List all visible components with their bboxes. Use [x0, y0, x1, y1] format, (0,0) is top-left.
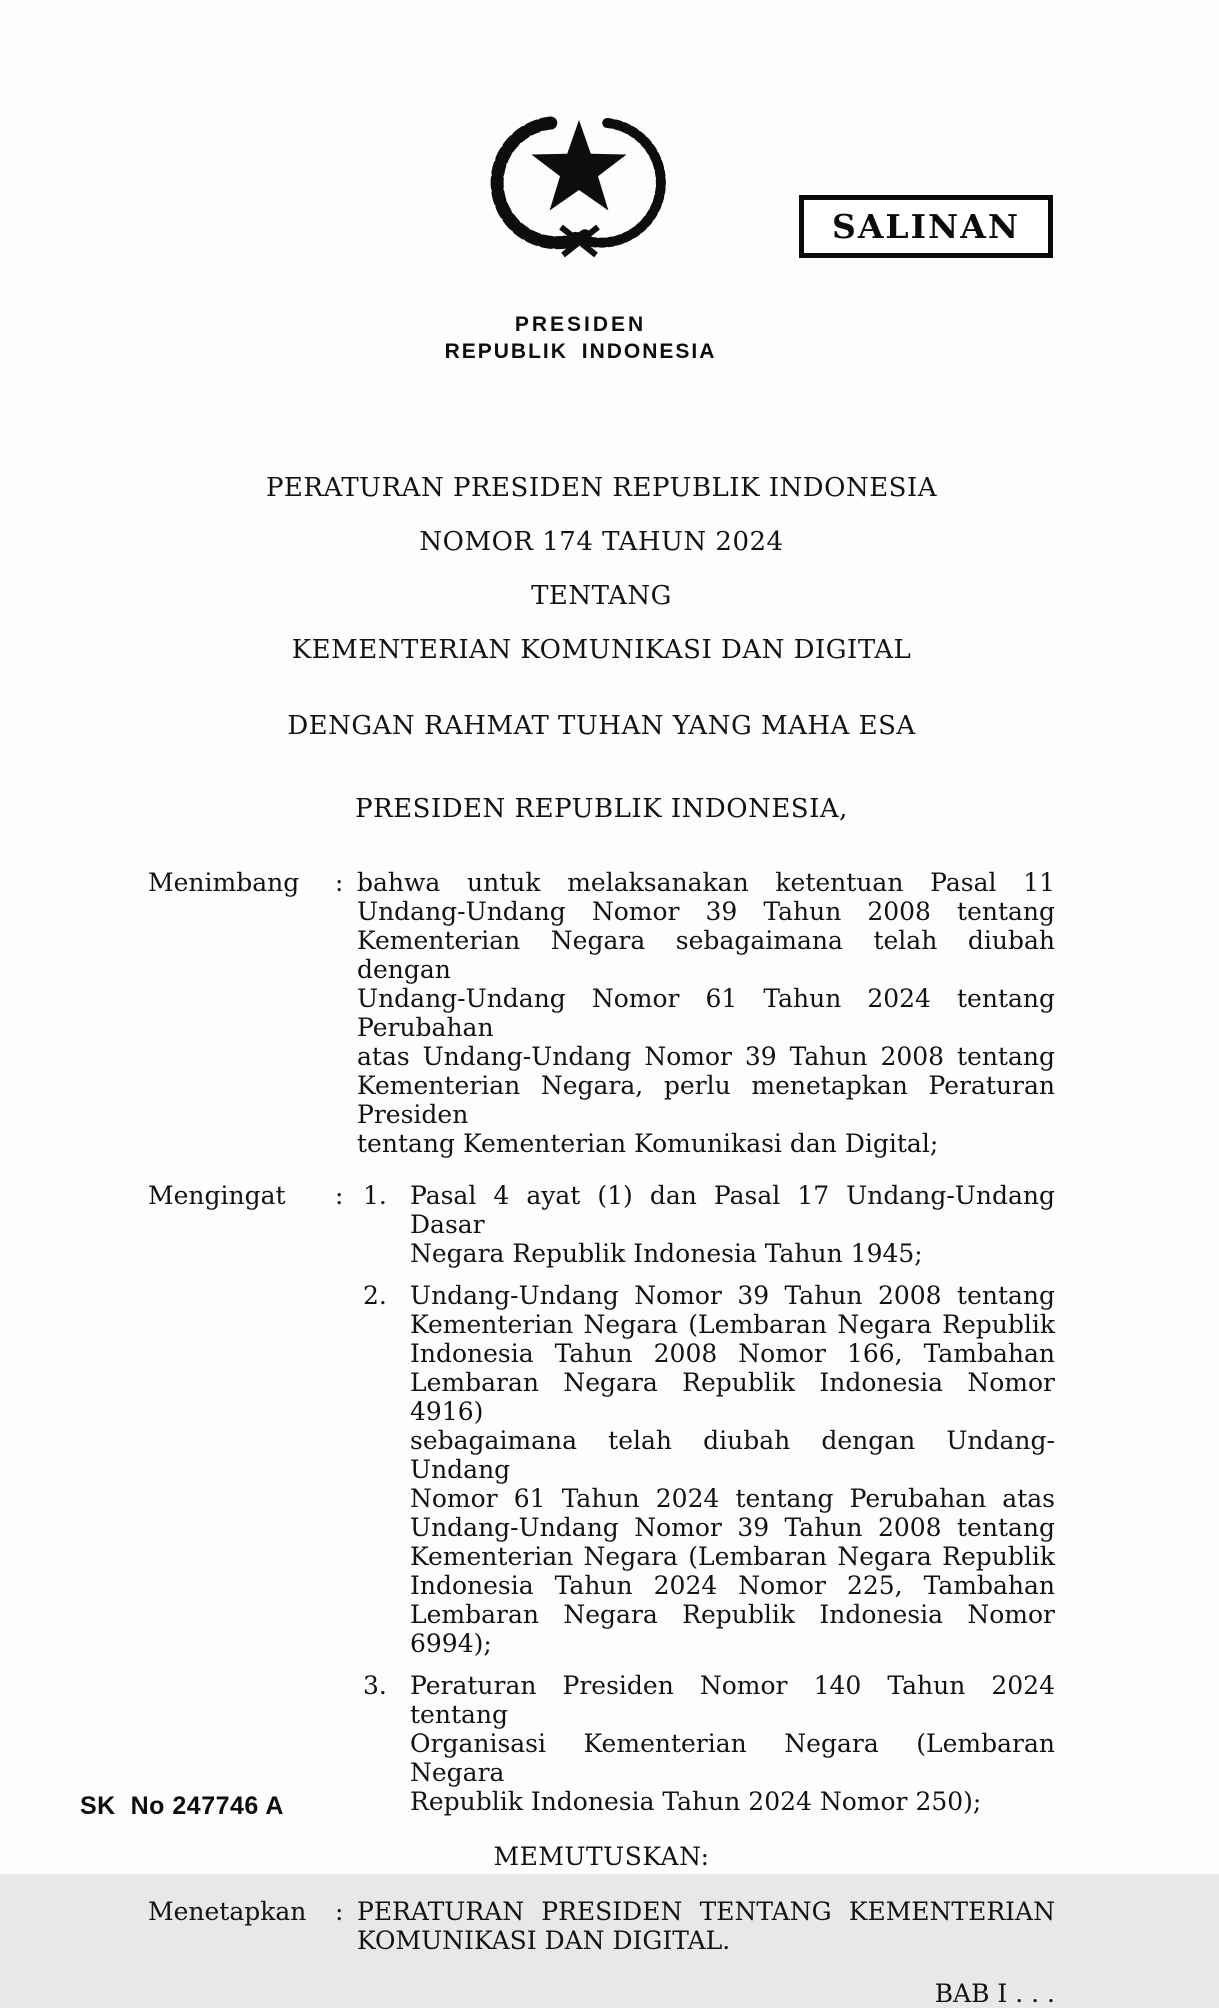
title-tentang: TENTANG: [531, 581, 672, 611]
item-text: Peraturan Presiden Nomor 140 Tahun 2024 tentang Organisasi Kementerian Negara (Lembaran Negara Republik Indonesia Tahun 2024 Nomor 250);: [410, 1671, 1055, 1816]
mengingat-item-1: [357, 1181, 1055, 1268]
memutuskan-heading: MEMUTUSKAN:: [493, 1842, 710, 1871]
menetapkan-colon: :: [335, 1897, 344, 1926]
mengingat-list: [357, 1181, 1055, 1816]
document-title: [148, 472, 1055, 666]
menimbang-section: [148, 868, 1055, 1158]
menetapkan-paragraph: PERATURAN PRESIDEN TENTANG KEMENTERIAN KOMUNIKASI DAN DIGITAL.: [357, 1897, 1055, 1955]
mengingat-item-3: [357, 1671, 1055, 1816]
title-nomor: NOMOR 174 TAHUN 2024: [419, 527, 784, 557]
menimbang-label: Menimbang: [148, 868, 300, 897]
item-text: Pasal 4 ayat (1) dan Pasal 17 Undang-Undang Dasar Negara Republik Indonesia Tahun 1945;: [410, 1181, 1055, 1268]
letterhead-presiden: PRESIDEN: [514, 313, 647, 336]
menimbang-paragraph: bahwa untuk melaksanakan ketentuan Pasal 11 Undang-Undang Nomor 39 Tahun 2008 tentang Kementerian Negara sebagaimana telah diubah dengan Undang-Undang Nomor 61 Tahun 2024 tentang Perubahan atas Undang-Undang Nomor 39 Tahun 2008 tentang Kementerian Negara, perlu menetapkan Peraturan Presiden tentang Kementerian Komunikasi dan Digital;: [357, 868, 1055, 1158]
title-peraturan: PERATURAN PRESIDEN REPUBLIK INDONESIA: [265, 473, 938, 503]
sk-number: SK No 247746 A: [80, 1792, 284, 1820]
document-body: [148, 0, 1055, 2008]
item-number: 3.: [363, 1671, 387, 1700]
menetapkan-section: [148, 1897, 1055, 1955]
item-number: 2.: [363, 1281, 387, 1310]
salutation-line: PRESIDEN REPUBLIK INDONESIA,: [355, 794, 848, 824]
title-subject: KEMENTERIAN KOMUNIKASI DAN DIGITAL: [291, 635, 912, 665]
mengingat-item-2: [357, 1281, 1055, 1658]
salinan-stamp-label: SALINAN: [831, 207, 1020, 246]
mengingat-colon: :: [335, 1181, 344, 1210]
menetapkan-label: Menetapkan: [148, 1897, 307, 1926]
letterhead-republik-indonesia: REPUBLIK INDONESIA: [444, 340, 717, 363]
mengingat-label: Mengingat: [148, 1181, 286, 1210]
invocation-line: DENGAN RAHMAT TUHAN YANG MAHA ESA: [287, 711, 916, 741]
bab-i-catchword: BAB I . . .: [934, 1979, 1055, 2008]
menimbang-colon: :: [335, 868, 344, 897]
item-text: Undang-Undang Nomor 39 Tahun 2008 tentang Kementerian Negara (Lembaran Negara Republik Indonesia Tahun 2008 Nomor 166, Tambahan Lembaran Negara Republik Indonesia Nomor 4916) sebagaimana telah diubah dengan Undang-Undang Nomor 61 Tahun 2024 tentang Perubahan atas Undang-Undang Nomor 39 Tahun 2008 tentang Kementerian Negara (Lembaran Negara Republik Indonesia Tahun 2024 Nomor 225, Tambahan Lembaran Negara Republik Indonesia Nomor 6994);: [410, 1281, 1055, 1658]
mengingat-section: [148, 1181, 1055, 1816]
item-number: 1.: [363, 1181, 387, 1210]
